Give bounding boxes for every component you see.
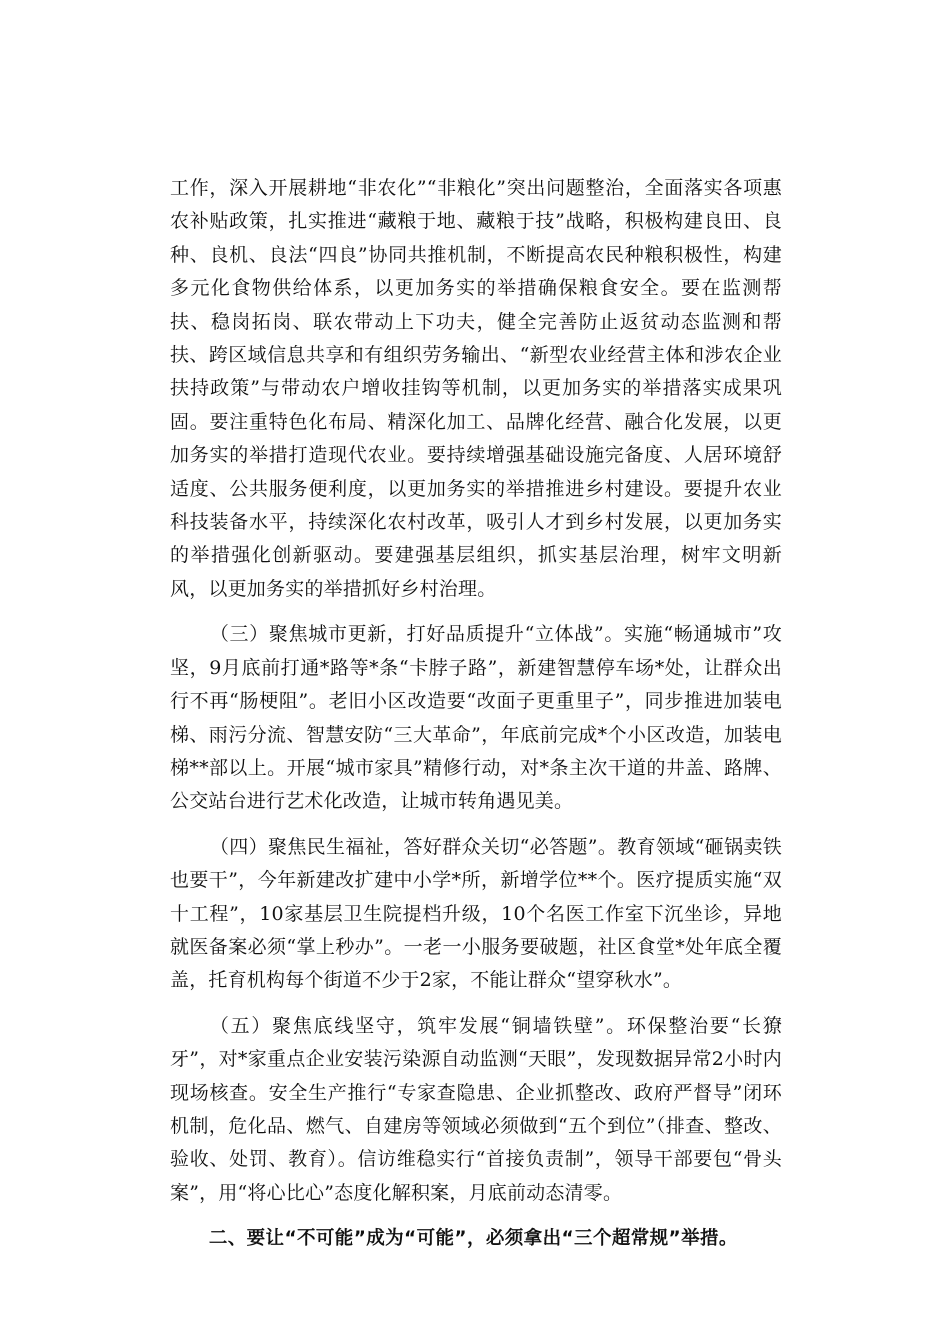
paragraph-bottom-line: （五）聚焦底线坚守，筑牢发展“铜墙铁壁”。环保整治要“长獠牙”，对*家重点企业安装污染源自动监测“天眼”，发现数据异常2小时内现场核查。安全生产推行“专家查隐患、企业抓整改、政府严督导”闭环机制，危化品、燃气、自建房等领域必须做到“五个到位”（排查、整改、验收、处罚、教育）。信访维稳实行“首接负责制”，领导干部要包“骨头案”，用“将心比心”态度化解积案，月底前动态清零。 [170, 1014, 782, 1204]
paragraph-spacer [170, 998, 782, 1010]
document-body [170, 172, 782, 1256]
paragraph-continuation: 工作，深入开展耕地“非农化”“非粮化”突出问题整治，全面落实各项惠农补贴政策，扎实推进“藏粮于地、藏粮于技”战略，积极构建良田、良种、良机、良法“四良”协同共推机制，不断提高农民种粮积极性，构建多元化食物供给体系，以更加务实的举措确保粮食安全。要在监测帮扶、稳岗拓岗、联农带动上下功夫，健全完善防止返贫动态监测和帮扶、跨区域信息共享和有组织劳务输出、“新型农业经营主体和涉农企业扶持政策”与带动农户增收挂钩等机制，以更加务实的举措落实成果巩固。要注重特色化布局、精深化加工、品牌化经营、融合化发展，以更加务实的举措打造现代农业。要持续增强基础设施完备度、人居环境舒适度、公共服务便利度，以更加务实的举措推进乡村建设。要提升农业科技装备水平，持续深化农村改革，吸引人才到乡村发展，以更加务实的举措强化创新驱动。要建强基层组织，抓实基层治理，树牢文明新风，以更加务实的举措抓好乡村治理。 [170, 177, 782, 600]
paragraph-urban-renewal: （三）聚焦城市更新，打好品质提升“立体战”。实施“畅通城市”攻坚，9月底前打通*路等*条“卡脖子路”，新建智慧停车场*处，让群众出行不再“肠梗阻”。老旧小区改造要“改面子更重里子”，同步推进加装电梯、雨污分流、智慧安防“三大革命”，年底前完成*个小区改造，加装电梯**部以上。开展“城市家具”精修行动，对*条主次干道的井盖、路牌、公交站台进行艺术化改造，让城市转角遇见美。 [170, 623, 782, 813]
section-heading: 二、要让“不可能”成为“可能”，必须拿出“三个超常规”举措。 [208, 1228, 738, 1250]
paragraph-spacer [170, 1210, 782, 1222]
paragraph-livelihood: （四）聚焦民生福祉，答好群众关切“必答题”。教育领域“砸锅卖铁也要干”，今年新建改扩建中小学*所，新增学位**个。医疗提质实施“双十工程”，10家基层卫生院提档升级，10个名医工作室下沉坐诊，异地就医备案必须“掌上秒办”。一老一小服务要破题，社区食堂*处年底全覆盖，托育机构每个街道不少于2家，不能让群众“望穿秋水”。 [170, 835, 782, 992]
paragraph-spacer [170, 606, 782, 618]
paragraph-spacer [170, 819, 782, 831]
